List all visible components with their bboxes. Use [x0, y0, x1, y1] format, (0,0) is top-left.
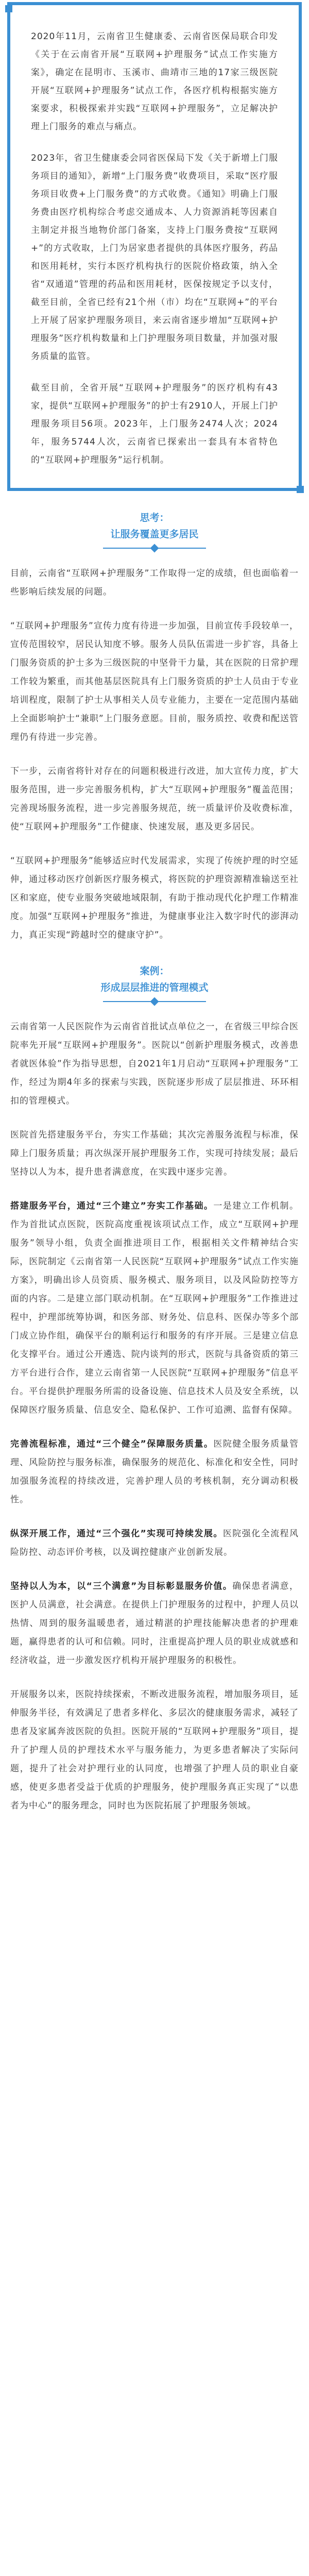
body-paragraph-led [10, 1577, 299, 1670]
body-paragraph: “互联网+护理服务”宣传力度有待进一步加强，目前宣传手段较单一，宣传范围较窄，居民认知度不够。服务人员队伍需进一步扩容，具备上门服务资质的护士多为三级医院的中坚骨干力量，其在医院的日常护理工作较为繁重，而其他基层医院具有上门服务资质的护士人员由于专业培训程度，限制了护士从事相关人员专业能力，主要在一定范围内基础上全面影响护士“兼职”上门服务意愿。目前，服务质控、收费和配送管理仍有待进一步完善。 [10, 621, 299, 742]
intro-paragraph-3: 截至目前，全省开展“互联网+护理服务”的医疗机构有43家，提供“互联网+护理服务”的护士有2910人，开展上门护理服务项目56项。2023年，上门服务2474人次；2024年，服务5744人次，云南省已探索出一套具有本省特色的“互联网+护理服务”运行机制。 [31, 383, 278, 465]
section-divider-ornament [103, 1001, 206, 1006]
body-paragraph: 下一步，云南省将针对存在的问题积极进行改进，加大宣传力度，扩大服务范围，进一步完善服务机构，扩大“互联网+护理服务”覆盖范围；完善现场服务流程，进一步完善服务规范，统一质量评价及收费标准，使“互联网+护理服务”工作健康、快速发展，惠及更多居民。 [10, 766, 299, 832]
body-paragraph-led [10, 1435, 299, 1509]
body-paragraph: 云南省第一人民医院作为云南省首批试点单位之一，在省级三甲综合医院率先开展“互联网+护理服务”。医院以“创新护理服务模式，改善患者就医体验”作为指导思想，自2021年1月启动“互联网+护理服务”工作，经过为期4年多的探索与实践，医院逐步形成了层层推进、环环相扣的管理模式。 [10, 1022, 299, 1106]
intro-box [7, 12, 302, 491]
section-thinking-body [0, 564, 309, 944]
paragraph-lead: 纵深开展工作，通过“三个强化”实现可持续发展。 [10, 1529, 223, 1539]
body-paragraph: “互联网+护理服务”能够适应时代发展需求，实现了传统护理的时空延伸，通过移动医疗创新医疗服务模式，将医院的护理资源精准输送至社区和家庭，使专业服务突破地域限制，有助于推动现代化护理工作精准度。加强“互联网+护理服务”推进，为健康事业注入数字时代的澎湃动力，真正实现“跨越时空的健康守护”。 [10, 856, 299, 940]
paragraph-text: 医院强化全流程风险防控、动态评价考核，以及调控健康产业创新发展。 [10, 1529, 299, 1557]
paragraph-lead: 搭建服务平台，通过“三个建立”夯实工作基础。 [10, 1201, 214, 1211]
paragraph-lead: 完善流程标准，通过“三个健全”保障服务质量。 [10, 1439, 214, 1449]
intro-paragraph-1: 2020年11月，云南省卫生健康委、云南省医保局联合印发《关于在云南省开展“互联网+护理服务”试点工作实施方案》，确定在昆明市、玉溪市、曲靖市三地的17家三级医院开展“互联网+护理服务”试点工作，各医疗机构根据实施方案要求，积极探索并实践“互联网+护理服务”，立足解决护理上门服务的难点与痛点。 [31, 31, 278, 132]
paragraph-text: 确保患者满意，医护人员满意，社会满意。在提供上门护理服务的过程中，护理人员以热情、周到的服务温暖患者，通过精湛的护理技能解决患者的护理难题，赢得患者的认可和信赖。同时，注重提高护理人员的职业成就感和经济收益，进一步激发医疗机构开展护理服务的积极性。 [10, 1581, 299, 1666]
section-heading-label: 案例： [140, 965, 169, 977]
section-heading-title: 让服务覆盖更多居民 [110, 529, 199, 540]
section-divider-ornament [103, 548, 206, 553]
intro-box-top-border [7, 2, 302, 12]
section-heading-case [0, 963, 309, 1006]
section-heading-label: 思考： [140, 512, 169, 523]
body-paragraph: 开展服务以来，医院持续探索，不断改进服务流程，增加服务项目，延伸服务半径，有效满足了患者多样化、多层次的健康服务需求，减轻了患者及家属奔波医院的负担。医院开展的“互联网+护理服务”项目，提升了护理人员的护理技术水平与服务能力，为更多患者解决了实际问题，提升了社会对护理行业的认同度，也增强了护理人员的职业自豪感，使更多患者受益于优质的护理服务，使护理服务真正实现了“以患者为中心”的服务理念，同时也为医院拓展了护理服务领域。 [10, 1689, 299, 1811]
body-paragraph: 目前，云南省“互联网+护理服务”工作取得一定的成绩，但也面临着一些影响后续发展的问题。 [10, 568, 299, 597]
body-paragraph-led [10, 1197, 299, 1419]
paragraph-lead: 坚持以人为本，以“三个满意”为目标彰显服务价值。 [10, 1581, 233, 1591]
paragraph-text: 医院健全服务质量管理、风险防控与服务标准，确保服务的规范化、标准化和安全性，同时加强服务流程的持续改进，完善护理人员的考核机制，充分调动积极性。 [10, 1439, 299, 1505]
section-heading-thinking [0, 510, 309, 553]
paragraph-text: 一是建立工作机制。作为首批试点医院，医院高度重视该项试点工作，成立“互联网+护理服务”领导小组，负责全面推进项目工作，根据相关文件精神结合实际，医院制定《云南省第一人民医院“互联网+护理服务”试点工作实施方案》，明确出诊人员资质、服务模式、服务项目，以及风险防控等方面的内容。二是建立部门联动机制。在“互联网+护理服务”工作推进过程中，护理部统筹协调，和医务部、财务处、信息科、医保办等多个部门成立协作组，确保平台的顺利运行和服务的有序开展。三是建立信息化支撑平台。通过公开遴选、院内谈判的形式，医院与具备资质的第三方平台进行合作，建立云南省第一人民医院“互联网+护理服务”信息平台。平台提供护理服务所需的设备设施、信息技术人员及安全系统，以保障医疗服务质量、信息安全、隐私保护、工作可追溯、监督有保障。 [10, 1201, 299, 1415]
body-paragraph: 医院首先搭建服务平台，夯实工作基础；其次完善服务流程与标准，保障上门服务质量；再次纵深开展护理服务工作，实现可持续发展；最后坚持以人为本，提升患者满意度，在实践中逐步完善。 [10, 1130, 299, 1177]
section-heading-title: 形成层层推进的管理模式 [100, 982, 209, 993]
intro-paragraph-2: 2023年，省卫生健康委会同省医保局下发《关于新增上门服务项目的通知》，新增“上门服务费”收费项目，采取“医疗服务项目收费+上门服务费”的方式收费。《通知》明确上门服务费由医疗机构综合考虑交通成本、人力资源消耗等因素自主制定并报当地物价部门备案，支持上门服务费按“互联网+”的方式收取，上门为居家患者提供的具体医疗服务，药品和医用耗材，实行本医疗机构执行的医院价格政策，纳入全省“双通道”管理的药品和医用耗材，医保按规定予以支付，截至目前，全省已经有21个州（市）均在“互联网+”的平台上开展了居家护理服务项目，来云南省逐步增加“互联网+护理服务”医疗机构数量和上门护理服务项目数量，并加强对服务质量的监管。 [31, 153, 278, 362]
body-paragraph-led [10, 1524, 299, 1562]
section-case-body [0, 1018, 309, 1815]
